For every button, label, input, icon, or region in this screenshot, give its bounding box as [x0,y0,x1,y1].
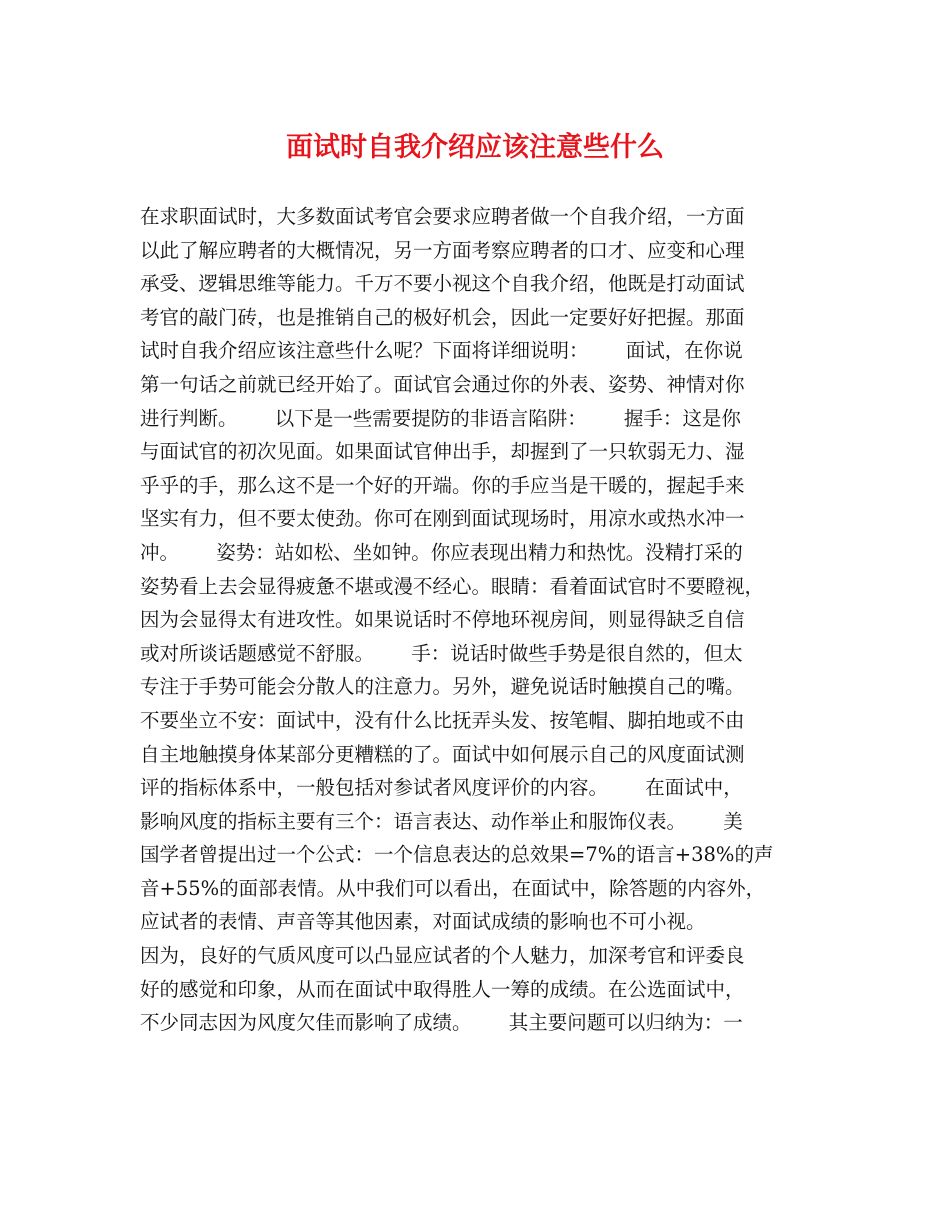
body-line: 专注于手势可能会分散人的注意力。另外，避免说话时触摸自己的嘴。 [140,675,745,699]
body-line: 试时自我介绍应该注意些什么呢？下面将详细说明： 面试，在你说 [140,339,743,363]
body-line: 不要坐立不安：面试中，没有什么比抚弄头发、按笔帽、脚拍地或不由 [140,708,745,732]
body-line: 好的感觉和印象，从而在面试中取得胜人一筹的成绩。在公选面试中， [140,977,745,1001]
body-line: 国学者曾提出过一个公式：一个信息表达的总效果=7%的语言+38%的声 [140,843,774,867]
body-line: 考官的敲门砖，也是推销自己的极好机会，因此一定要好好把握。那面 [140,305,745,329]
body-line: 自主地触摸身体某部分更糟糕的了。面试中如何展示自己的风度面试测 [140,742,745,766]
body-line: 姿势看上去会显得疲惫不堪或漫不经心。眼睛：看着面试官时不要瞪视， [140,574,765,598]
body-line: 乎乎的手，那么这不是一个好的开端。你的手应当是干暖的，握起手来 [140,473,745,497]
body-line: 不少同志因为风度欠佳而影响了成绩。 其主要问题可以归纳为：一 [140,1011,743,1035]
body-line: 因为会显得太有进攻性。如果说话时不停地环视房间，则显得缺乏自信 [140,608,745,632]
body-line: 评的指标体系中，一般包括对参试者风度评价的内容。 在面试中， [140,776,743,800]
body-line: 因为，良好的气质风度可以凸显应试者的个人魅力，加深考官和评委良 [140,944,745,968]
body-line: 影响风度的指标主要有三个：语言表达、动作举止和服饰仪表。 美 [140,809,743,833]
body-line: 或对所谈话题感觉不舒服。 手：说话时做些手势是很自然的，但太 [140,641,743,665]
document-title: 面试时自我介绍应该注意些什么 [286,132,664,163]
body-line: 坚实有力，但不要太使劲。你可在刚到面试现场时，用凉水或热水冲一 [140,507,745,531]
body-line: 冲。 姿势：站如松、坐如钟。你应表现出精力和热忱。没精打采的 [140,540,743,564]
body-line: 第一句话之前就已经开始了。面试官会通过你的外表、姿势、神情对你 [140,372,745,396]
document-body [140,200,840,1040]
body-line: 应试者的表情、声音等其他因素，对面试成绩的影响也不可小视。 [140,910,706,934]
body-line: 音+55%的面部表情。从中我们可以看出，在面试中，除答题的内容外， [140,876,766,900]
body-line: 在求职面试时，大多数面试考官会要求应聘者做一个自我介绍，一方面 [140,205,745,228]
body-line: 与面试官的初次见面。如果面试官伸出手，却握到了一只软弱无力、湿 [140,440,745,464]
body-line: 承受、逻辑思维等能力。千万不要小视这个自我介绍，他既是打动面试 [140,272,745,296]
body-line: 以此了解应聘者的大概情况，另一方面考察应聘者的口才、应变和心理 [140,238,745,262]
body-line: 进行判断。 以下是一些需要提防的非语言陷阱： 握手：这是你 [140,406,741,430]
